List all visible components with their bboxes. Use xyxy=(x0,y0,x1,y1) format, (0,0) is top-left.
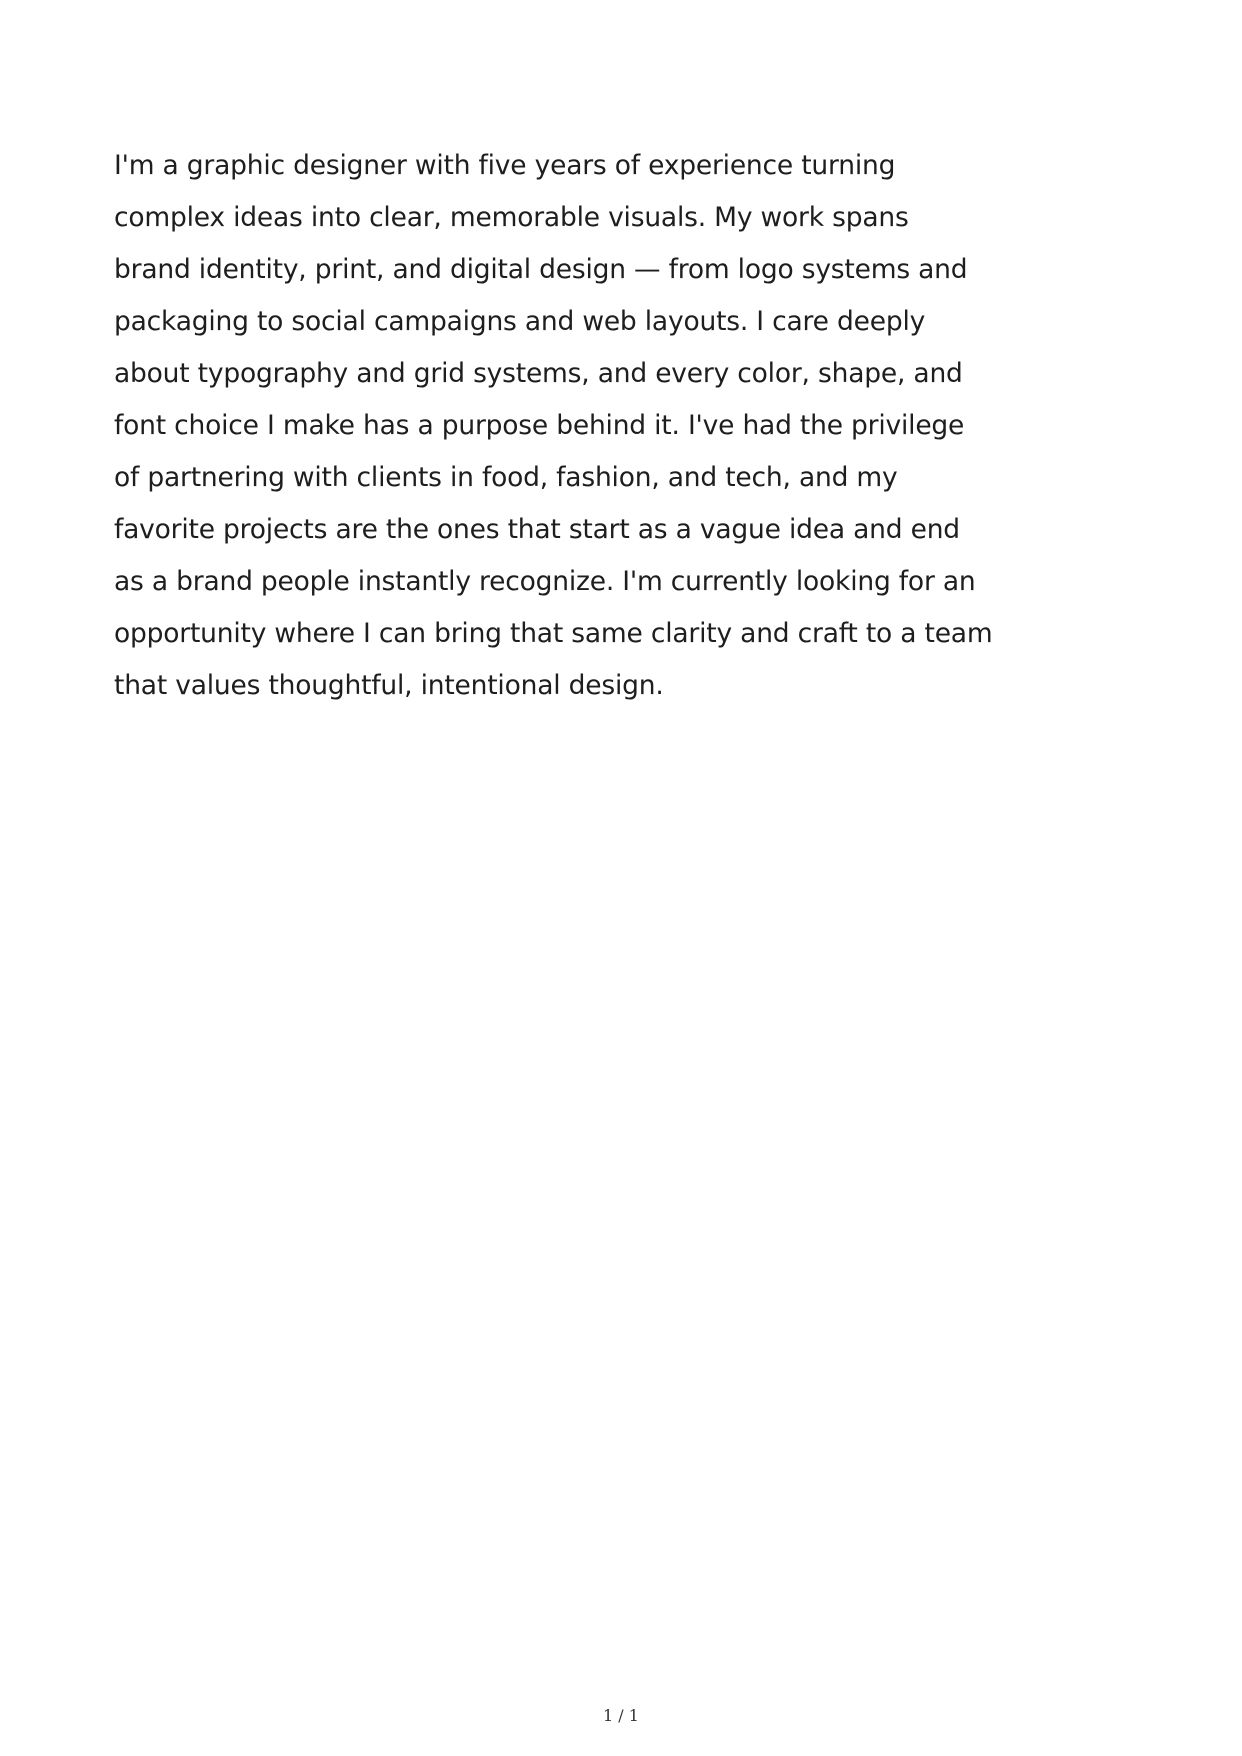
paragraph-line: that values thoughtful, intentional design. xyxy=(114,670,664,701)
paragraph-line: brand identity, print, and digital design — from logo systems and xyxy=(114,254,968,285)
paragraph-line: complex ideas into clear, memorable visuals. My work spans xyxy=(114,202,909,233)
paragraph-line: packaging to social campaigns and web layouts. I care deeply xyxy=(114,306,926,337)
paragraph-line: opportunity where I can bring that same clarity and craft to a team xyxy=(114,618,993,649)
paragraph-line: as a brand people instantly recognize. I'm currently looking for an xyxy=(114,566,976,597)
page-number: 1 / 1 xyxy=(603,1706,639,1725)
paragraph-line: I'm a graphic designer with five years of experience turning xyxy=(114,150,896,181)
paragraph-line: favorite projects are the ones that start as a vague idea and end xyxy=(114,514,960,545)
paragraph-line: of partnering with clients in food, fashion, and tech, and my xyxy=(114,462,898,493)
paragraph-line: about typography and grid systems, and every color, shape, and xyxy=(114,358,963,389)
paragraph-line: font choice I make has a purpose behind it. I've had the privilege xyxy=(114,410,965,441)
body-paragraph xyxy=(114,140,1014,712)
